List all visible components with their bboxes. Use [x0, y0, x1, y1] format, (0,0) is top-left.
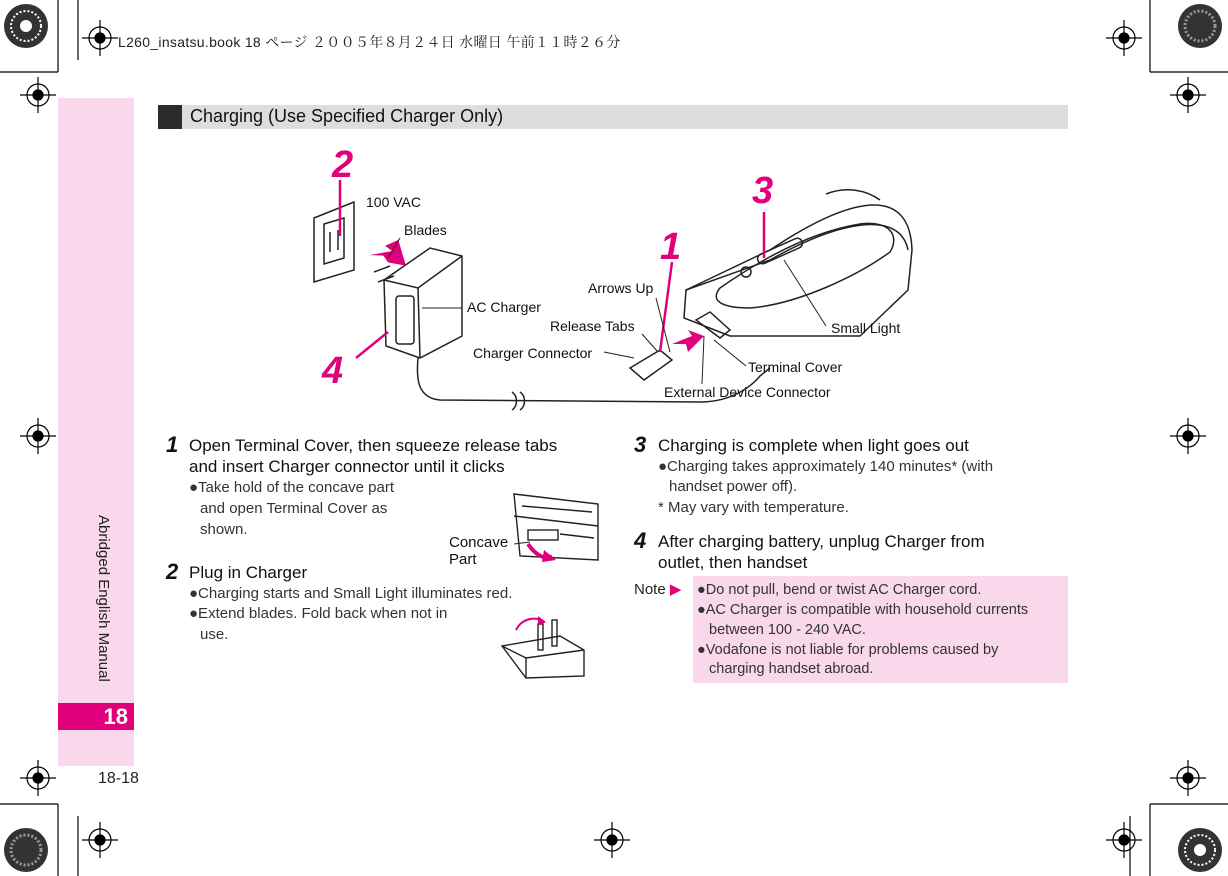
step-3-number: 3	[634, 432, 647, 457]
step-2-title: Plug in Charger	[189, 563, 308, 582]
label-ac-charger: AC Charger	[467, 299, 541, 315]
section-marker	[158, 105, 182, 129]
step-4-title-line-2: outlet, then handset	[658, 553, 808, 572]
note-arrow-icon: ▶	[669, 581, 682, 598]
label-small-light: Small Light	[831, 320, 901, 336]
step-1-bullet-line-2: and open Terminal Cover as	[200, 500, 388, 517]
label-concave-line-1: Concave	[449, 534, 509, 551]
step-4-title-line-1: After charging battery, unplug Charger from	[658, 532, 985, 551]
page-number: 18-18	[98, 770, 139, 787]
step-3-bullet-1-line-2: handset power off).	[669, 478, 798, 495]
note-label-text: Note	[634, 581, 666, 598]
callout-2: 2	[332, 144, 354, 186]
step-3-footnote: * May vary with temperature.	[658, 499, 849, 516]
label-release-tabs: Release Tabs	[550, 318, 635, 334]
label-charger-connector: Charger Connector	[473, 345, 593, 361]
label-arrows-up: Arrows Up	[588, 280, 654, 296]
plug-blades-illustration	[498, 610, 590, 680]
step-2-bullet-2-line-1: ●Extend blades. Fold back when not in	[189, 605, 448, 622]
step-1-title-line-1: Open Terminal Cover, then squeeze release tabs	[189, 436, 558, 455]
label-terminal-cover: Terminal Cover	[748, 359, 843, 375]
concave-part-illustration	[500, 484, 604, 568]
step-1-bullet-line-1: ●Take hold of the concave part	[189, 479, 395, 496]
callout-4: 4	[322, 350, 344, 392]
label-blades: Blades	[404, 222, 447, 238]
note-label	[634, 580, 681, 598]
step-4-number: 4	[634, 528, 647, 553]
sidebar-label: Abridged English Manual	[95, 515, 112, 682]
note-item-2-line-1: ●AC Charger is compatible with household currents	[697, 602, 1029, 618]
charger-connector	[630, 350, 672, 380]
note-item-2-line-2: between 100 - 240 VAC.	[709, 622, 866, 638]
chapter-tab: 18	[58, 703, 134, 730]
step-1-title-line-2: and insert Charger connector until it clicks	[189, 457, 505, 476]
callout-3: 3	[752, 170, 774, 212]
label-100-vac: 100 VAC	[366, 194, 421, 210]
step-3-title: Charging is complete when light goes out	[658, 436, 969, 455]
note-item-1: ●Do not pull, bend or twist AC Charger cord.	[697, 582, 982, 598]
step-2-bullet-1: ●Charging starts and Small Light illuminates red.	[189, 585, 513, 602]
note-item-3-line-2: charging handset abroad.	[709, 661, 874, 677]
callout-1: 1	[660, 226, 682, 268]
label-external-device-connector: External Device Connector	[664, 384, 831, 400]
step-3-bullet-1-line-1: ●Charging takes approximately 140 minutes* (with	[658, 458, 994, 475]
section-title: Charging (Use Specified Charger Only)	[190, 106, 504, 126]
step-2-number: 2	[166, 559, 179, 584]
print-header: L260_insatsu.book 18 ページ ２００５年８月２４日 水曜日 午前１１時２６分	[118, 34, 621, 50]
step-2-bullet-2-line-2: use.	[200, 626, 229, 643]
wall-outlet	[314, 202, 354, 282]
step-1-bullet-line-3: shown.	[200, 521, 248, 538]
label-concave-line-2: Part	[449, 551, 477, 568]
step-1-number: 1	[166, 432, 179, 457]
note-item-3-line-1: ●Vodafone is not liable for problems caused by	[697, 642, 999, 658]
